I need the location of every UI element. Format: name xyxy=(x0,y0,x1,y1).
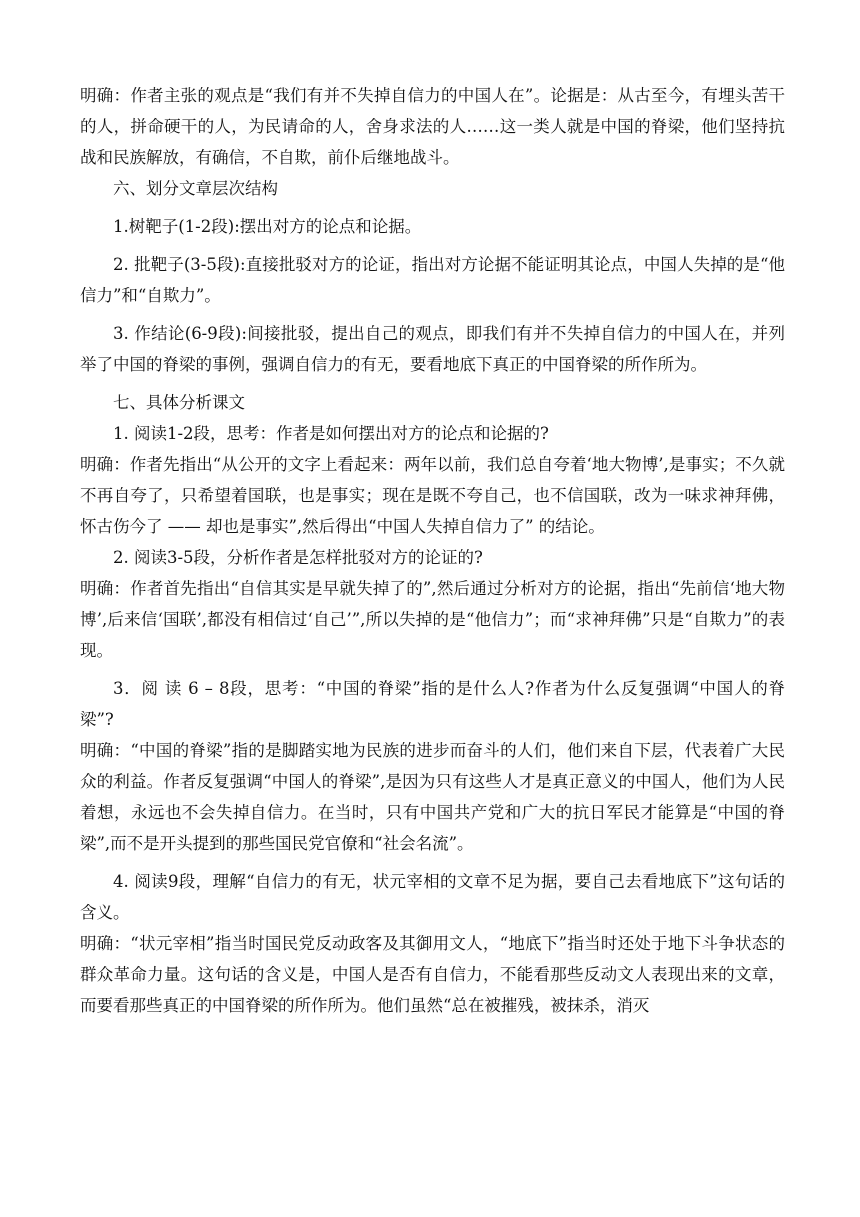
answer-paragraph: 明确：作者先指出“从公开的文字上看起来：两年以前，我们总自夸着‘地大物博’,是事实；不久就不再自夸了，只希望着国联，也是事实；现在是既不夸自己，也不信国联，改为一味求神拜佛，怀古伤今了 —— 却也是事实”,然后得出“中国人失掉自信力了” 的结论。 xyxy=(80,455,785,536)
answer-paragraph: 明确：“状元宰相”指当时国民党反动政客及其御用文人，“地底下”指当时还处于地下斗争状态的群众革命力量。这句话的含义是，中国人是否有自信力，不能看那些反动文人表现出来的文章，而要看那些真正的中国脊梁的所作所为。他们虽然“总在被摧残，被抹杀，消灭 xyxy=(80,934,785,1015)
section-heading: 七、具体分析课文 xyxy=(113,393,245,412)
question-paragraph: 1. 阅读1-2段，思考：作者是如何摆出对方的论点和论据的? xyxy=(113,424,549,443)
question-paragraph: 2. 阅读3-5段，分析作者是怎样批驳对方的论证的? xyxy=(113,548,483,567)
answer-paragraph: 明确：“中国的脊梁”指的是脚踏实地为民族的进步而奋斗的人们，他们来自下层，代表着广大民众的利益。作者反复强调“中国人的脊梁”,是因为只有这些人才是真正意义的中国人，他们为人民着想，永远也不会失掉自信力。在当时，只有中国共产党和广大的抗日军民才能算是“中国的脊梁”,而不是开头提到的那些国民党官僚和“社会名流”。 xyxy=(80,741,785,853)
answer-paragraph: 明确：作者首先指出“自信其实是早就失掉了的”,然后通过分析对方的论据，指出“先前信‘地大物博’,后来信‘国联’,都没有相信过‘自己’”,所以失掉的是“他信力”；而“求神拜佛”只是“自欺力”的表现。 xyxy=(80,579,785,660)
list-item: 2. 批靶子(3-5段):直接批驳对方的论证，指出对方论据不能证明其论点，中国人失掉的是“他信力”和“自欺力”。 xyxy=(80,255,785,305)
question-paragraph: 4. 阅读9段，理解“自信力的有无，状元宰相的文章不足为据，要自己去看地底下”这句话的含义。 xyxy=(80,872,785,922)
question-paragraph: 3．阅 读 6 – 8段，思考：“中国的脊梁”指的是什么人?作者为什么反复强调“中国人的脊梁”? xyxy=(80,679,785,729)
answer-paragraph: 明确：作者主张的观点是“我们有并不失掉自信力的中国人在”。论据是：从古至今，有埋头苦干的人，拼命硬干的人，为民请命的人，舍身求法的人……这一类人就是中国的脊梁，他们坚持抗战和民族解放，有确信，不自欺，前仆后继地战斗。 xyxy=(80,86,785,167)
section-heading: 六、划分文章层次结构 xyxy=(113,179,278,198)
list-item: 1.树靶子(1-2段):摆出对方的论点和论据。 xyxy=(113,217,422,236)
document-body xyxy=(80,80,785,1021)
list-item: 3. 作结论(6-9段):间接批驳，提出自己的观点，即我们有并不失掉自信力的中国人在，并列举了中国的脊梁的事例，强调自信力的有无，要看地底下真正的中国脊梁的所作所为。 xyxy=(80,324,785,374)
